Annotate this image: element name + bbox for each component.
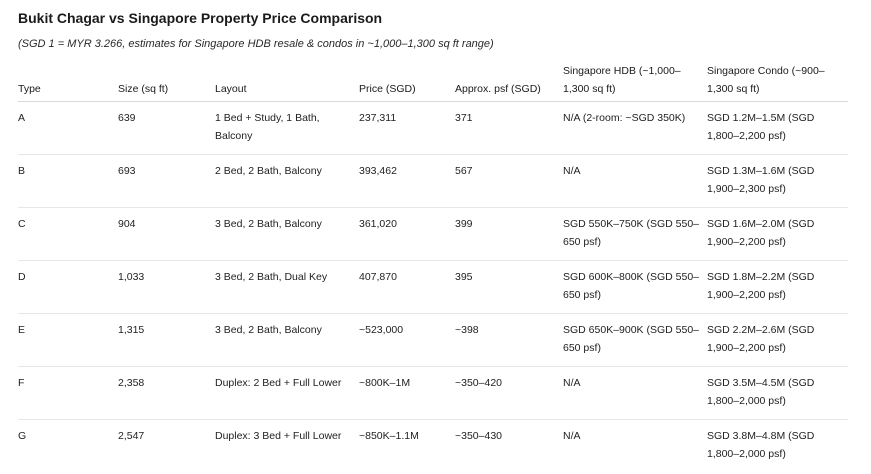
cell-type: G [18, 430, 27, 442]
cell-psf: 395 [455, 261, 563, 314]
cell-psf: ~398 [455, 314, 563, 367]
header-price: Price (SGD) [359, 60, 455, 102]
cell-type: B [18, 155, 118, 208]
cell-singapore-hdb: SGD 600K–800K (SGD 550–650 psf) [563, 261, 707, 314]
cell-singapore-hdb: N/A [563, 430, 581, 442]
cell-layout: 3 Bed, 2 Bath, Balcony [215, 314, 359, 367]
cell-size: 1,315 [118, 314, 215, 367]
cell-type: A [18, 102, 118, 155]
cell-singapore-hdb: SGD 650K–900K (SGD 550–650 psf) [563, 314, 707, 367]
cell-price: ~800K–1M [359, 367, 455, 420]
cell-type: F [18, 367, 118, 420]
cell-type: E [18, 314, 118, 367]
cell-singapore-condo: SGD 1.3M–1.6M (SGD 1,900–2,300 psf) [707, 155, 848, 208]
cell-price: 361,020 [359, 208, 455, 261]
header-singapore-hdb: Singapore HDB (~1,000–1,300 sq ft) [563, 60, 707, 102]
cell-singapore-condo: SGD 2.2M–2.6M (SGD 1,900–2,200 psf) [707, 314, 848, 367]
page-title: Bukit Chagar vs Singapore Property Price Comparison [18, 10, 383, 26]
header-psf: Approx. psf (SGD) [455, 60, 563, 102]
table-row [18, 261, 848, 314]
cell-type: C [18, 208, 118, 261]
cell-psf: ~350–420 [455, 367, 563, 420]
cell-psf: 371 [455, 102, 563, 155]
cell-singapore-hdb: SGD 550K–750K (SGD 550–650 psf) [563, 208, 707, 261]
cell-price: 237,311 [359, 102, 455, 155]
cell-size: 639 [118, 102, 215, 155]
cell-price: 393,462 [359, 155, 455, 208]
cell-singapore-hdb: N/A (2-room: ~SGD 350K) [563, 102, 707, 155]
cell-layout: 1 Bed + Study, 1 Bath, Balcony [215, 102, 359, 155]
header-row [18, 60, 848, 102]
cell-psf: 567 [455, 155, 563, 208]
cell-price: ~523,000 [359, 314, 455, 367]
cell-layout: 2 Bed, 2 Bath, Balcony [215, 155, 359, 208]
cell-singapore-condo: SGD 3.5M–4.5M (SGD 1,800–2,000 psf) [707, 367, 848, 420]
cell-layout: Duplex: 2 Bed + Full Lower [215, 367, 359, 420]
page-subtitle: (SGD 1 = MYR 3.266, estimates for Singapore HDB resale & condos in ~1,000–1,300 sq ft range) [18, 38, 494, 50]
cell-price: 407,870 [359, 261, 455, 314]
table-row [18, 420, 848, 473]
cell-singapore-condo: SGD 1.8M–2.2M (SGD 1,900–2,200 psf) [707, 261, 848, 314]
cell-singapore-hdb: N/A [563, 155, 707, 208]
header-type: Type [18, 60, 118, 102]
cell-layout: 3 Bed, 2 Bath, Dual Key [215, 261, 359, 314]
cell-layout: 3 Bed, 2 Bath, Balcony [215, 208, 359, 261]
cell-psf: ~350–430 [455, 430, 503, 442]
cell-singapore-condo: SGD 3.8M–4.8M (SGD 1,800–2,000 psf) [707, 430, 815, 460]
header-layout: Layout [215, 60, 359, 102]
table-row [18, 102, 848, 155]
cell-psf: 399 [455, 208, 563, 261]
table-row [18, 367, 848, 420]
cell-singapore-condo: SGD 1.6M–2.0M (SGD 1,900–2,200 psf) [707, 208, 848, 261]
table-row [18, 155, 848, 208]
table-row [18, 314, 848, 367]
cell-singapore-condo: SGD 1.2M–1.5M (SGD 1,800–2,200 psf) [707, 102, 848, 155]
cell-size: 2,358 [118, 367, 215, 420]
cell-size: 904 [118, 208, 215, 261]
table-row [18, 208, 848, 261]
cell-price: ~850K–1.1M [359, 430, 419, 442]
table-header [18, 60, 848, 102]
cell-size: 2,547 [118, 430, 145, 442]
header-singapore-condo: Singapore Condo (~900–1,300 sq ft) [707, 60, 848, 102]
cell-type: D [18, 261, 118, 314]
cell-size: 693 [118, 155, 215, 208]
table-body [18, 102, 848, 473]
cell-size: 1,033 [118, 261, 215, 314]
cell-singapore-hdb: N/A [563, 367, 707, 420]
header-size: Size (sq ft) [118, 60, 215, 102]
cell-layout: Duplex: 3 Bed + Full Lower [215, 430, 342, 442]
comparison-table [18, 60, 848, 472]
